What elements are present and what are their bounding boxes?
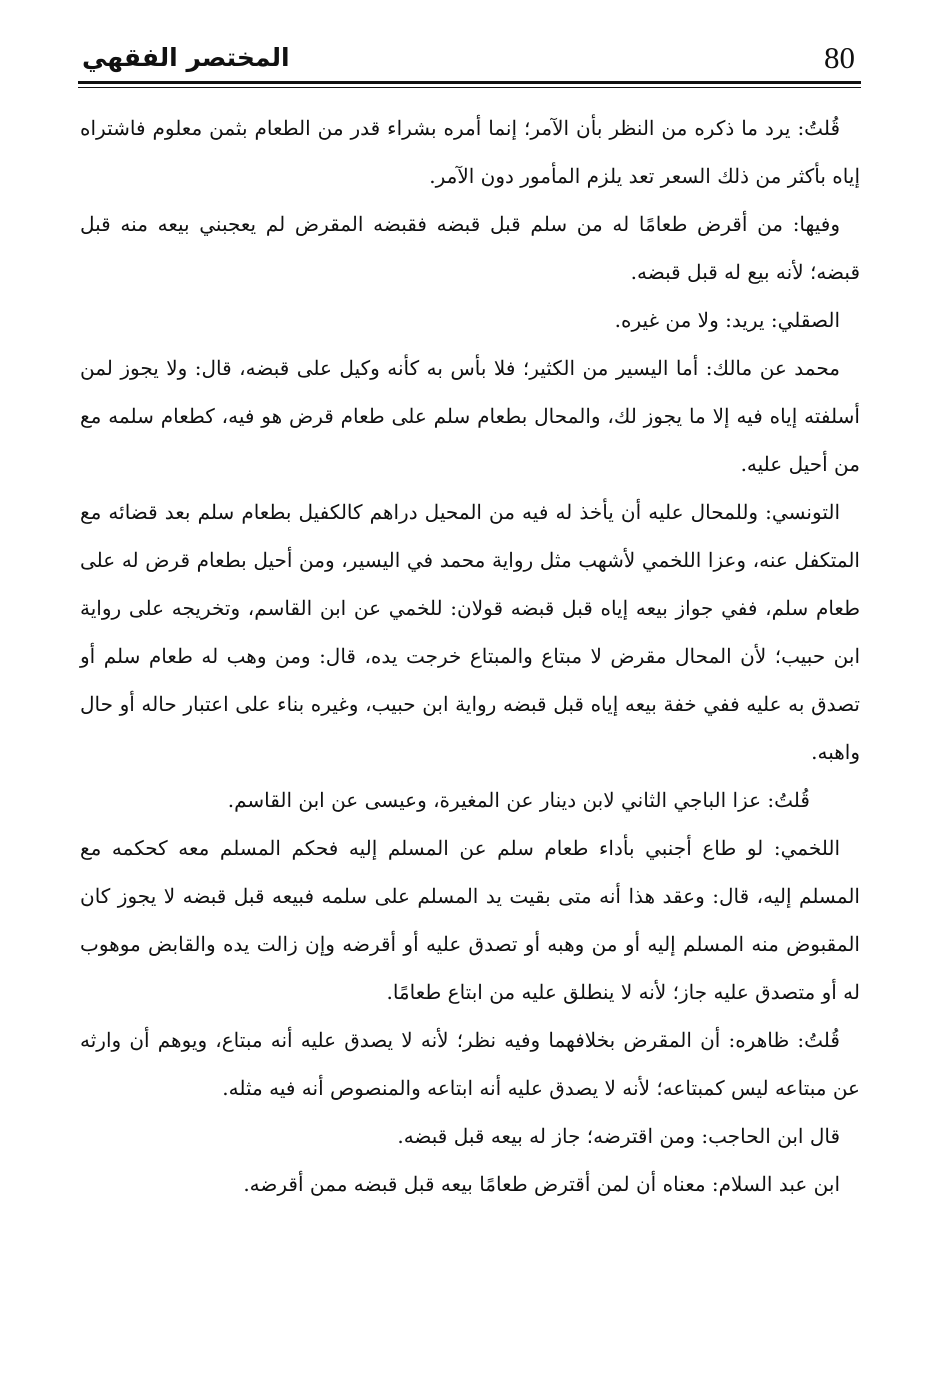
paragraph-7: اللخمي: لو طاع أجنبي بأداء طعام سلم عن المسلم إليه فحكم المسلم معه كحكمه مع المسلم إليه، قال: وعقد هذا أنه متى بقيت يد المسلم على سلمه فبيعه قبل قبضه لا يجوز كان المقبوض منه المسلم إليه أو من وهبه أو تصدق عليه أو أقرضه وإن زالت يده والقابض موهوب له أو متصدق عليه جاز؛ لأنه لا ينطلق عليه من ابتاع طعامًا. <box>80 836 860 1004</box>
paragraph-5: التونسي: وللمحال عليه أن يأخذ له فيه من المحيل دراهم كالكفيل بطعام سلم بعد قضائه مع المتكفل عنه، وعزا اللخمي لأشهب مثل رواية محمد في اليسير، ومن أحيل بطعام قرض له على طعام سلم، ففي جواز بيعه إياه قبل قبضه قولان: للخمي عن ابن القاسم، وتخريجه على رواية ابن حبيب؛ لأن المحال مقرض لا مبتاع والمبتاع خرجت يده، قال: ومن وهب له طعام سلم أو تصدق به عليه ففي خفة بيعه إياه قبل قبضه رواية ابن حبيب، وغيره بناء على اعتبار حاله أو حال واهبه. <box>80 500 860 764</box>
paragraph-8: قُلتُ: ظاهره: أن المقرض بخلافهما وفيه نظر؛ لأنه لا يصدق عليه أنه مبتاع، ويوهم أن وارثه عن مبتاعه ليس كمبتاعه؛ لأنه لا يصدق عليه أنه ابتاعه والمنصوص أنه فيه مثله. <box>80 1028 860 1100</box>
book-title: المختصر الفقهي <box>82 43 290 72</box>
paragraph-1: قُلتُ: يرد ما ذكره من النظر بأن الآمر؛ إنما أمره بشراء قدر من الطعام بثمن معلوم فاشتراه إياه بأكثر من ذلك السعر تعد يلزم المأمور دون الآمر. <box>80 116 860 188</box>
paragraph-2: وفيها: من أقرض طعامًا له من سلم قبل قبضه فقبضه المقرض لم يعجبني بيعه منه قبل قبضه؛ لأنه بيع له قبل قبضه. <box>80 212 860 284</box>
paragraph-10: ابن عبد السلام: معناه أن لمن أقترض طعامًا بيعه قبل قبضه ممن أقرضه. <box>243 1172 840 1196</box>
paragraph-6: قُلتُ: عزا الباجي الثاني لابن دينار عن المغيرة، وعيسى عن ابن القاسم. <box>227 788 810 812</box>
paragraph-9: قال ابن الحاجب: ومن اقترضه؛ جاز له بيعه قبل قبضه. <box>397 1124 840 1148</box>
header-rule-thin <box>78 87 861 88</box>
page-body <box>80 104 860 1208</box>
header-rule <box>78 81 861 84</box>
paragraph-3: الصقلي: يريد: ولا من غيره. <box>614 308 840 332</box>
page-header <box>78 30 861 80</box>
page-number: 80 <box>824 40 855 75</box>
paragraph-4: محمد عن مالك: أما اليسير من الكثير؛ فلا بأس به كأنه وكيل على قبضه، قال: ولا يجوز لمن أسلفته إياه فيه إلا ما يجوز لك، والمحال بطعام سلم على طعام قرض هو فيه، كطعام سلمه مع من أحيل عليه. <box>80 356 860 476</box>
